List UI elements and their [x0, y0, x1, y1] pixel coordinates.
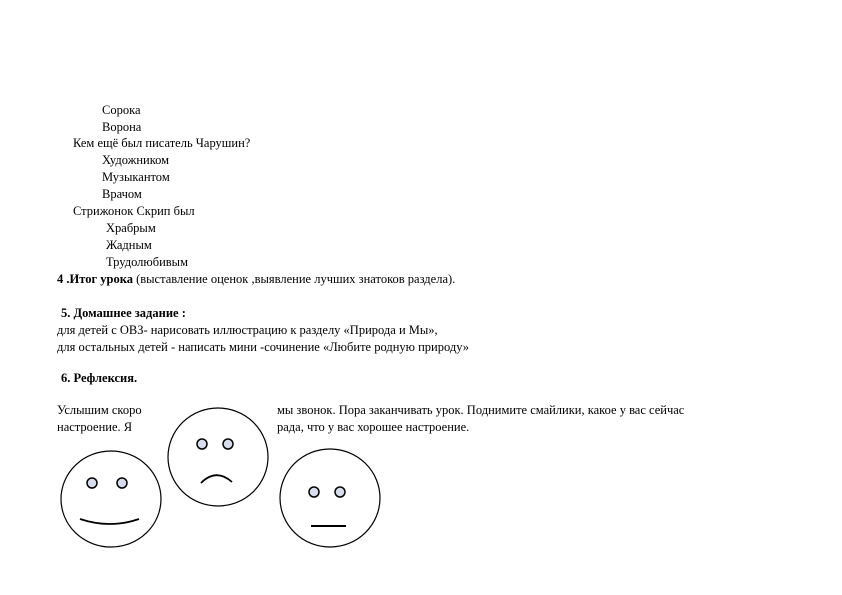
option-soroka: Сорока — [102, 103, 141, 117]
option-hrabry: Храбрым — [106, 221, 156, 235]
option-trudolyubivy: Трудолюбивым — [106, 255, 188, 269]
section-6-title: 6. Рефлексия. — [61, 371, 138, 385]
question-charushin: Кем ещё был писатель Чарушин? — [73, 136, 251, 150]
section-4-title: Итог урока — [69, 272, 133, 286]
reflection-right-line-2: рада, что у вас хорошее настроение. — [277, 420, 470, 434]
option-hudozhnik: Художником — [102, 153, 170, 167]
section-5-line-1: для детей с ОВЗ- нарисовать иллюстрацию к разделу «Природа и Мы», — [57, 323, 438, 337]
question-strizhonok: Стрижонок Скрип был — [73, 204, 195, 218]
section-5-title: 5. Домашнее задание : — [61, 306, 186, 320]
section-4-line — [57, 271, 455, 287]
reflection-right-line-1: мы звонок. Пора заканчивать урок. Поднимите смайлики, какое у вас сейчас — [277, 403, 685, 417]
option-muzykant: Музыкантом — [102, 170, 170, 184]
section-5-line-2: для остальных детей - написать мини -сочинение «Любите родную природу» — [57, 340, 470, 354]
reflection-left-line-2: настроение. Я — [57, 420, 133, 434]
option-vorona: Ворона — [102, 120, 142, 134]
sad-face-icon — [166, 406, 270, 508]
smiling-face-icon — [55, 447, 167, 551]
reflection-left-line-1: Услышим скоро — [57, 403, 142, 417]
section-4-number: 4 . — [57, 272, 70, 286]
option-vrach: Врачом — [102, 187, 142, 201]
option-zhadny: Жадным — [106, 238, 152, 252]
neutral-face-icon — [277, 446, 383, 550]
section-4-text: (выставление оценок ,выявление лучших знатоков раздела). — [132, 272, 456, 286]
